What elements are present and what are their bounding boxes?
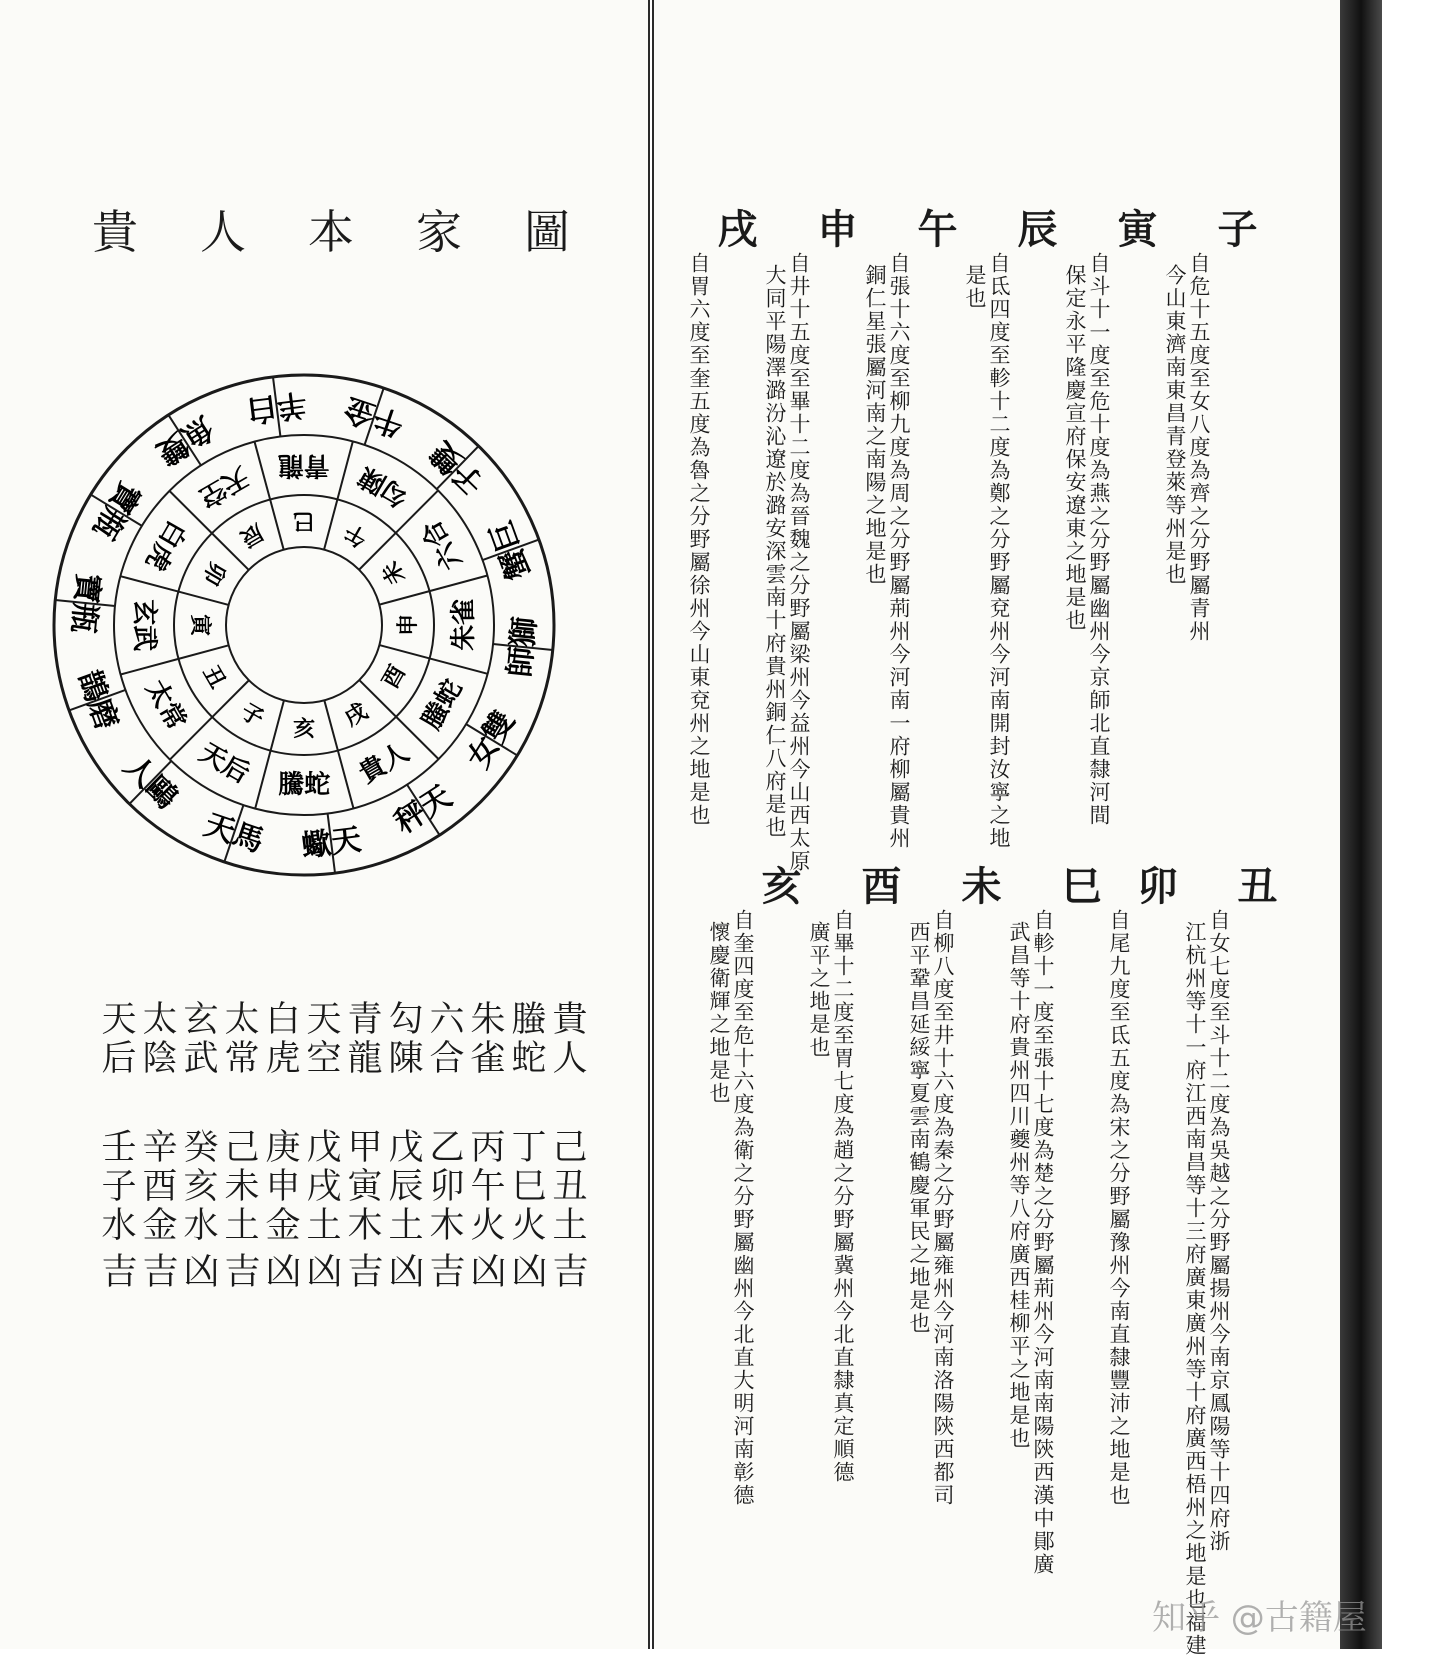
right-page bbox=[652, 0, 1394, 1657]
ganzhi-value: 己丑土 bbox=[547, 1128, 587, 1245]
branch-heading: 酉 bbox=[855, 865, 902, 905]
ganzhi-value: 己未土 bbox=[219, 1128, 259, 1245]
fenye-text-line: 江杭州等十一府江西南昌等十三府廣東廣州等十府廣西梧州之地是也福建 bbox=[1183, 921, 1207, 1657]
luck-value: 吉 bbox=[96, 1252, 137, 1288]
ganzhi-value: 壬子水 bbox=[96, 1128, 136, 1245]
luck-value: 凶 bbox=[260, 1252, 301, 1288]
wheel-inner-label: 未 bbox=[377, 556, 411, 589]
wheel-outer-label: 羊白 bbox=[244, 385, 309, 428]
watermark-text: 知乎 @古籍屋 bbox=[1152, 1598, 1367, 1638]
luck-value: 凶 bbox=[383, 1252, 424, 1288]
wheel-middle-label: 螣蛇 bbox=[416, 674, 469, 735]
wheel-outer-label: 寶瓶 bbox=[85, 475, 147, 545]
wheel-spoke bbox=[430, 658, 488, 673]
fenye-text-line: 自尾九度至氐五度為宋之分野屬豫州今南直隸豐沛之地是也 bbox=[1107, 909, 1131, 1507]
guiren-name: 天空 bbox=[301, 1000, 341, 1078]
branch-heading: 巳 bbox=[1055, 865, 1102, 905]
fenye-text-line: 西平鞏昌延綏寧夏雲南鶴慶軍民之地是也 bbox=[907, 921, 931, 1335]
wheel-outer-label: 子雙 bbox=[423, 434, 492, 502]
ganzhi-value: 癸亥水 bbox=[178, 1128, 218, 1245]
wheel-inner-label: 午 bbox=[339, 518, 372, 552]
luck-value: 吉 bbox=[547, 1252, 588, 1288]
guiren-name: 玄武 bbox=[178, 1000, 218, 1078]
guiren-wheel-diagram bbox=[44, 365, 564, 885]
wheel-inner-label: 巳 bbox=[292, 507, 315, 535]
book-spine bbox=[1340, 0, 1382, 1649]
luck-value: 吉 bbox=[424, 1252, 465, 1288]
wheel-inner-label: 卯 bbox=[197, 557, 231, 590]
branch-heading: 卯 bbox=[1131, 865, 1178, 905]
ganzhi-value: 庚申金 bbox=[260, 1128, 300, 1245]
branch-heading: 申 bbox=[811, 208, 858, 248]
wheel-outer-label: 寶瓶 bbox=[64, 571, 106, 635]
wheel-inner-label: 丑 bbox=[197, 661, 231, 694]
page-edge bbox=[1382, 0, 1440, 1649]
branch-heading: 寅 bbox=[1111, 208, 1158, 248]
wheel-outer-label: 天馬 bbox=[199, 807, 268, 860]
wheel-middle-label: 騰蛇 bbox=[278, 769, 331, 801]
luck-value: 吉 bbox=[342, 1252, 383, 1288]
guiren-name: 太陰 bbox=[137, 1000, 177, 1078]
wheel-spoke bbox=[178, 592, 228, 605]
wheel-spoke bbox=[270, 499, 284, 549]
wheel-middle-label: 朱雀 bbox=[448, 598, 480, 651]
page-title: 貴人本家圖 bbox=[92, 205, 632, 259]
wheel-outer-label: 蠍天 bbox=[299, 822, 364, 865]
wheel-spoke bbox=[271, 700, 284, 750]
branch-heading: 子 bbox=[1211, 208, 1258, 248]
ganzhi-value: 丙午火 bbox=[465, 1128, 505, 1245]
branch-heading: 亥 bbox=[755, 865, 802, 905]
fenye-text-line: 自氐四度至軫十二度為鄭之分野屬兗州今河南開封汝寧之地 bbox=[987, 252, 1011, 850]
branch-heading: 丑 bbox=[1231, 865, 1278, 905]
ganzhi-value: 丁巳火 bbox=[506, 1128, 546, 1245]
branch-heading: 戌 bbox=[711, 208, 758, 248]
wheel-spoke bbox=[121, 659, 179, 675]
fenye-text-line: 是也 bbox=[963, 264, 987, 310]
wheel-middle-label: 勾陳 bbox=[353, 460, 414, 513]
luck-value: 凶 bbox=[465, 1252, 506, 1288]
wheel-spoke bbox=[178, 645, 228, 659]
wheel-inner-label: 酉 bbox=[377, 660, 411, 693]
fenye-text-line: 自胃六度至奎五度為魯之分野屬徐州今山東兗州之地是也 bbox=[687, 252, 711, 827]
fenye-text-line: 自奎四度至危十六度為衛之分野屬幽州今北直大明河南彰德 bbox=[731, 909, 755, 1507]
fenye-text-line: 自危十五度至女八度為齊之分野屬青州 bbox=[1187, 252, 1211, 643]
fenye-text-line: 保定永平隆慶宣府保安遼東之地是也 bbox=[1063, 264, 1087, 632]
wheel-middle-label: 玄武 bbox=[128, 599, 160, 652]
wheel-spoke bbox=[379, 591, 429, 605]
guiren-table bbox=[34, 1000, 594, 1300]
fenye-text-line: 自張十六度至柳九度為周之分野屬荊州今河南一府柳屬貴州 bbox=[887, 252, 911, 850]
fenye-text-line: 自斗十一度至危十度為燕之分野屬幽州今京師北直隸河間 bbox=[1087, 252, 1111, 827]
wheel-outer-label: 秤天 bbox=[388, 778, 459, 841]
wheel-middle-label: 貴人 bbox=[354, 737, 415, 790]
wheel-spoke bbox=[120, 576, 178, 591]
ganzhi-value: 戊戌土 bbox=[301, 1128, 341, 1245]
luck-value: 吉 bbox=[137, 1252, 178, 1288]
wheel-ring bbox=[226, 547, 382, 703]
ganzhi-value: 乙卯木 bbox=[424, 1128, 464, 1245]
ganzhi-value: 辛酉金 bbox=[137, 1128, 177, 1245]
fenye-text-line: 自柳八度至井十六度為秦之分野屬雍州今河南洛陽陝西都司 bbox=[931, 909, 955, 1507]
guiren-name: 螣蛇 bbox=[506, 1000, 546, 1078]
fenye-text-line: 銅仁星張屬河南之南陽之地是也 bbox=[863, 264, 887, 586]
luck-value: 凶 bbox=[301, 1252, 342, 1288]
wheel-middle-label: 天空 bbox=[193, 460, 254, 513]
wheel-inner-label: 寅 bbox=[186, 614, 214, 637]
wheel-spoke bbox=[337, 441, 352, 499]
ganzhi-value: 甲寅木 bbox=[342, 1128, 382, 1245]
wheel-inner-label: 戌 bbox=[340, 698, 373, 732]
wheel-middle-label: 青龍 bbox=[277, 449, 330, 481]
wheel-outer-label: 蟹巨 bbox=[484, 515, 538, 584]
ganzhi-value: 戊辰土 bbox=[383, 1128, 423, 1245]
wheel-inner-label: 子 bbox=[236, 698, 269, 732]
guiren-name: 勾陳 bbox=[383, 1000, 423, 1078]
wheel-spoke bbox=[254, 442, 270, 500]
wheel-outer-label: 師獅 bbox=[502, 615, 544, 679]
fenye-text-line: 自畢十二度至胃七度為趙之分野屬冀州今北直隸真定順德 bbox=[831, 909, 855, 1484]
fenye-text-line: 自井十五度至畢十二度為晉魏之分野屬梁州今益州今山西太原 bbox=[787, 252, 811, 873]
guiren-name: 太常 bbox=[219, 1000, 259, 1078]
fenye-text-line: 懷慶衛輝之地是也 bbox=[707, 921, 731, 1105]
fenye-text-line: 今山東濟南東昌青登萊等州是也 bbox=[1163, 264, 1187, 586]
wheel-inner-label: 申 bbox=[394, 613, 422, 636]
guiren-name: 白虎 bbox=[260, 1000, 300, 1078]
left-page bbox=[0, 0, 650, 1649]
branch-heading: 辰 bbox=[1011, 208, 1058, 248]
branch-heading: 午 bbox=[911, 208, 958, 248]
wheel-outer-label: 鵲磨 bbox=[70, 666, 124, 735]
guiren-name: 六合 bbox=[424, 1000, 464, 1078]
wheel-middle-label: 天后 bbox=[194, 737, 255, 790]
wheel-spoke bbox=[430, 575, 488, 591]
fenye-text-line: 自軫十一度至張十七度為楚之分野屬荊州今河南南陽陝西漢中鄖廣 bbox=[1031, 909, 1055, 1576]
guiren-name: 朱雀 bbox=[465, 1000, 505, 1078]
wheel-middle-label: 白虎 bbox=[139, 515, 192, 576]
wheel-outer-label: 魚雙 bbox=[149, 409, 220, 472]
fenye-text-line: 武昌等十府貴州四川夔州等八府廣西桂柳平之地是也 bbox=[1007, 921, 1031, 1450]
wheel-spoke bbox=[379, 645, 429, 658]
wheel-spoke bbox=[255, 751, 270, 809]
fenye-section-top bbox=[687, 208, 1264, 873]
wheel-spoke bbox=[324, 499, 337, 549]
wheel-outer-label: 女雙 bbox=[461, 705, 523, 775]
wheel-inner-label: 辰 bbox=[235, 518, 268, 552]
wheel-middle-label: 六合 bbox=[416, 514, 469, 575]
guiren-name: 貴人 bbox=[547, 1000, 587, 1078]
fenye-text-line: 自女七度至斗十二度為吳越之分野屬揚州今南京鳳陽等十四府浙 bbox=[1207, 909, 1231, 1553]
wheel-outer-label: 人鷗 bbox=[116, 748, 185, 816]
luck-value: 吉 bbox=[219, 1252, 260, 1288]
wheel-outer-label: 牛金 bbox=[340, 390, 409, 443]
wheel-spoke bbox=[324, 700, 338, 750]
fenye-text-line: 廣平之地是也 bbox=[807, 921, 831, 1059]
wheel-middle-label: 太常 bbox=[139, 675, 192, 736]
fenye-text-line: 大同平陽澤潞汾沁遼於潞安深雲南十府貴州銅仁八府是也 bbox=[763, 264, 787, 839]
luck-value: 凶 bbox=[506, 1252, 547, 1288]
guiren-name: 青龍 bbox=[342, 1000, 382, 1078]
guiren-name: 天后 bbox=[96, 1000, 136, 1078]
wheel-spoke bbox=[338, 751, 354, 809]
wheel-inner-label: 亥 bbox=[293, 715, 316, 743]
branch-heading: 未 bbox=[955, 865, 1002, 905]
luck-value: 凶 bbox=[178, 1252, 219, 1288]
